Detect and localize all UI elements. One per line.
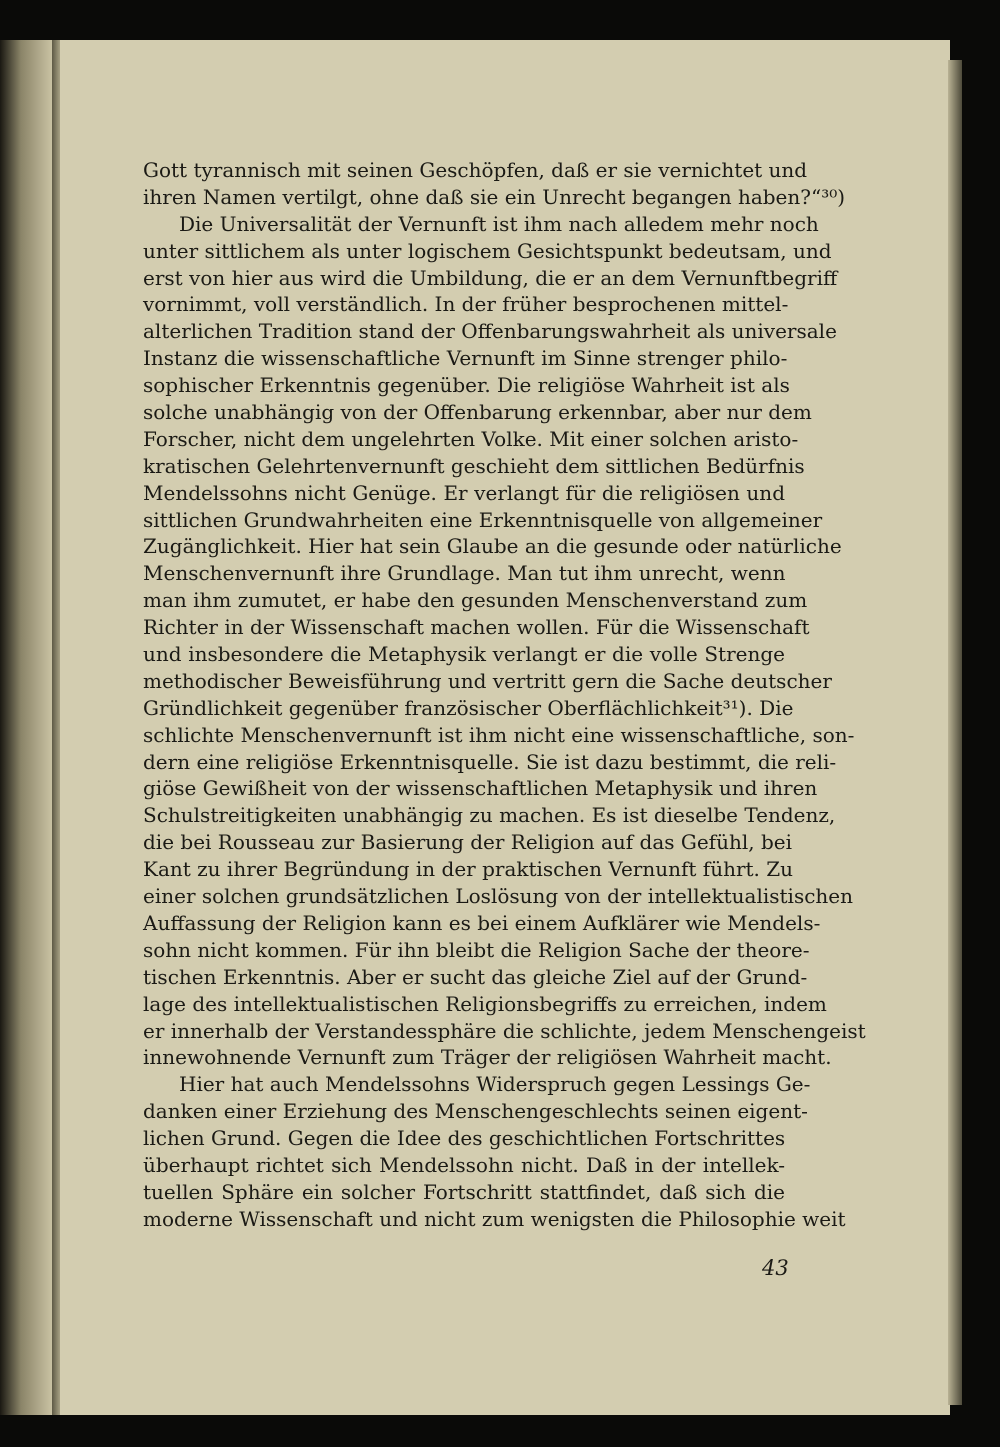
- text-line: Gründlichkeit gegenüber französischer Oberflächlichkeit³¹). Die: [143, 695, 794, 720]
- body-text: [143, 157, 866, 1233]
- text-line: einer solchen grundsätzlichen Loslösung von der intellektualistischen: [143, 884, 853, 909]
- text-line: lichen Grund. Gegen die Idee des geschichtlichen Fortschrittes: [143, 1126, 786, 1151]
- text-line: dern eine religiöse Erkenntnisquelle. Sie ist dazu bestimmt, die reli-: [143, 749, 837, 774]
- text-line: Kant zu ihrer Begründung in der praktischen Vernunft führt. Zu: [143, 857, 794, 882]
- text-line: sittlichen Grundwahrheiten eine Erkenntnisquelle von allgemeiner: [143, 507, 823, 532]
- text-line: vornimmt, voll verständlich. In der früher besprochenen mittel-: [143, 292, 789, 317]
- text-line: Menschenvernunft ihre Grundlage. Man tut ihm unrecht, wenn: [143, 561, 786, 586]
- right-page-edge: [948, 60, 962, 1405]
- text-line: giöse Gewißheit von der wissenschaftlichen Metaphysik und ihren: [143, 776, 818, 801]
- text-line: kratischen Gelehrtenvernunft geschieht dem sittlichen Bedürfnis: [143, 453, 805, 478]
- text-line: er innerhalb der Verstandessphäre die schlichte, jedem Menschengeist: [143, 1018, 866, 1043]
- text-line: Forscher, nicht dem ungelehrten Volke. Mit einer solchen aristo-: [143, 426, 799, 451]
- text-line: solche unabhängig von der Offenbarung erkennbar, aber nur dem: [143, 400, 812, 425]
- text-line: Richter in der Wissenschaft machen wollen. Für die Wissenschaft: [143, 615, 810, 640]
- text-line: die bei Rousseau zur Basierung der Religion auf das Gefühl, bei: [143, 830, 792, 855]
- text-line: tuellen Sphäre ein solcher Fortschritt stattfindet, daß sich die: [143, 1179, 785, 1204]
- text-line: methodischer Beweisführung und vertritt gern die Sache deutscher: [143, 668, 832, 693]
- text-line: unter sittlichem als unter logischem Gesichtspunkt bedeutsam, und: [143, 238, 832, 263]
- text-line: ihren Namen vertilgt, ohne daß sie ein Unrecht begangen haben?“³⁰): [143, 184, 846, 209]
- text-line: Schulstreitigkeiten unabhängig zu machen. Es ist dieselbe Tendenz,: [143, 803, 836, 828]
- text-line: Mendelssohns nicht Genüge. Er verlangt für die religiösen und: [143, 480, 785, 505]
- text-line: schlichte Menschenvernunft ist ihm nicht eine wissenschaftliche, son-: [143, 722, 855, 747]
- text-line: Hier hat auch Mendelssohns Widerspruch gegen Lessings Ge-: [179, 1072, 811, 1097]
- text-line: Instanz die wissenschaftliche Vernunft im Sinne strenger philo-: [143, 346, 788, 371]
- text-line: erst von hier aus wird die Umbildung, die er an dem Vernunftbegriff: [143, 265, 838, 290]
- text-line: lage des intellektualistischen Religionsbegriffs zu erreichen, indem: [143, 991, 827, 1016]
- text-line: Zugänglichkeit. Hier hat sein Glaube an die gesunde oder natürliche: [143, 534, 842, 559]
- text-line: Auffassung der Religion kann es bei einem Aufklärer wie Mendels-: [143, 910, 821, 935]
- text-line: sohn nicht kommen. Für ihn bleibt die Religion Sache der theore-: [143, 937, 810, 962]
- text-line: tischen Erkenntnis. Aber er sucht das gleiche Ziel auf der Grund-: [143, 964, 808, 989]
- text-line: alterlichen Tradition stand der Offenbarungswahrheit als universale: [143, 319, 837, 344]
- text-line: sophischer Erkenntnis gegenüber. Die religiöse Wahrheit ist als: [143, 373, 790, 398]
- left-page-edge: [0, 40, 52, 1415]
- text-line: innewohnende Vernunft zum Träger der religiösen Wahrheit macht.: [143, 1045, 832, 1070]
- text-line: und insbesondere die Metaphysik verlangt er die volle Strenge: [143, 642, 785, 667]
- text-line: Die Universalität der Vernunft ist ihm nach alledem mehr noch: [179, 211, 819, 236]
- text-line: überhaupt richtet sich Mendelssohn nicht. Daß in der intellek-: [143, 1152, 785, 1177]
- text-line: man ihm zumutet, er habe den gesunden Menschenverstand zum: [143, 588, 808, 613]
- text-line: moderne Wissenschaft und nicht zum wenigsten die Philosophie weit: [143, 1206, 846, 1231]
- text-line: danken einer Erziehung des Menschengeschlechts seinen eigent-: [143, 1099, 808, 1124]
- text-line: Gott tyrannisch mit seinen Geschöpfen, daß er sie vernichtet und: [143, 158, 808, 182]
- page-number: 43: [762, 1256, 789, 1280]
